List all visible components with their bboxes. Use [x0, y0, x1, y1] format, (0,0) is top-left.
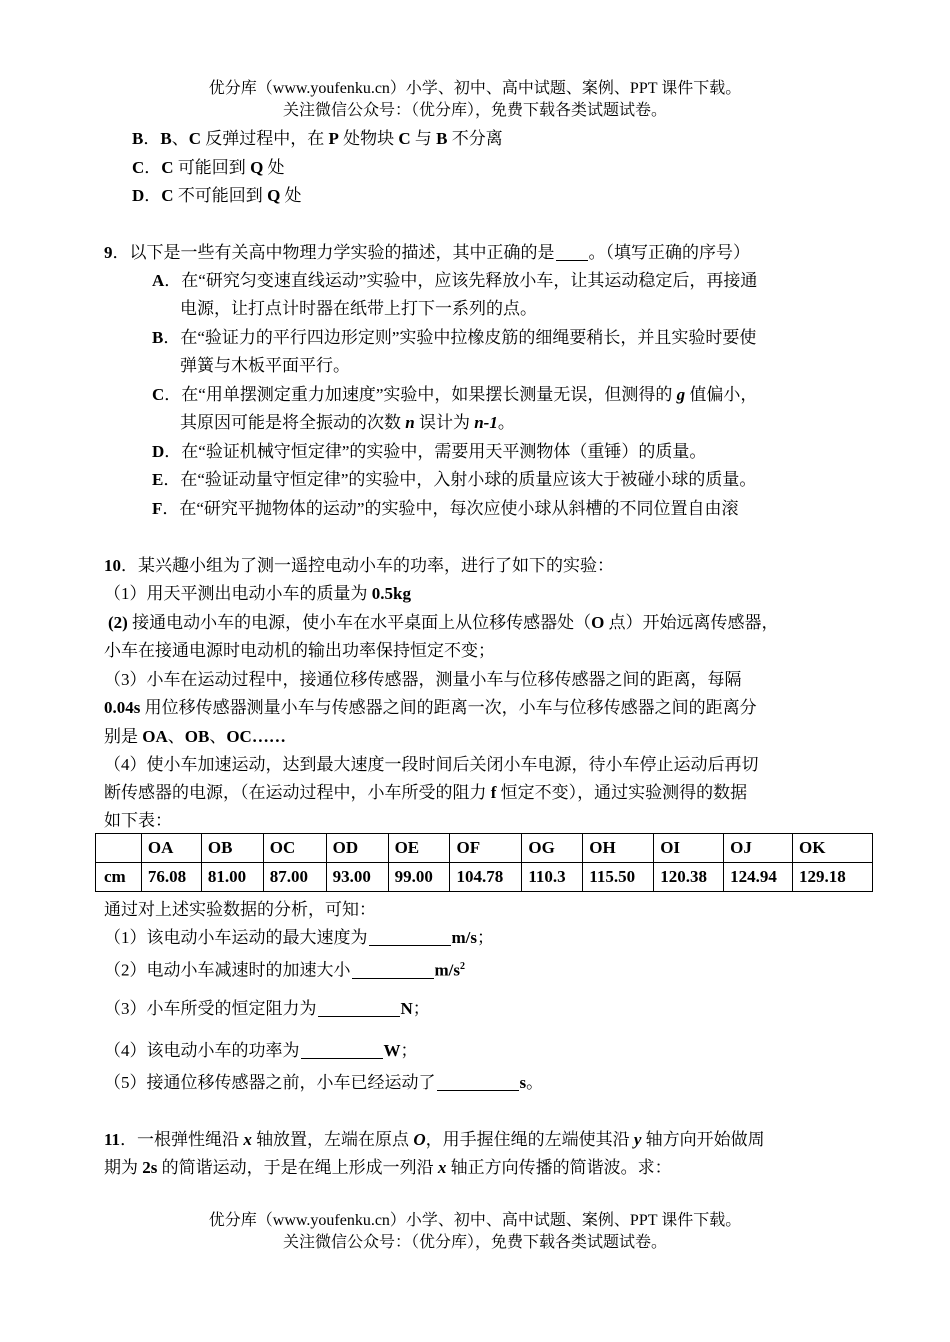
q8-option-d: D．C 不可能回到 Q 处 — [132, 186, 302, 205]
q11-line1: 11．一根弹性绳沿 x 轴放置，左端在原点 O，用手握住绳的左端使其沿 y 轴方向开始做周 — [104, 1130, 765, 1149]
q10-answer-4: （4）该电动小车的功率为 W； — [104, 1041, 418, 1060]
q10-answer-3: （3）小车所受的恒定阻力为 N； — [104, 999, 430, 1018]
table-header-cell: OB — [201, 834, 263, 863]
table-cell: 120.38 — [654, 863, 724, 892]
table-cell: 76.08 — [141, 863, 201, 892]
table-header-cell: OG — [522, 834, 583, 863]
q9-option-c-line2: 其原因可能是将全振动的次数 n 误计为 n-1。 — [180, 413, 515, 432]
q8-option-b: B．B、C 反弹过程中，在 P 处物块 C 与 B 不分离 — [132, 129, 503, 148]
answer-blank[interactable] — [318, 999, 400, 1017]
table-cell: 110.3 — [522, 863, 583, 892]
table-cell: 115.50 — [583, 863, 654, 892]
answer-blank[interactable] — [437, 1073, 519, 1091]
table-cell: 93.00 — [326, 863, 388, 892]
q9-option-b-line1: B．在“验证力的平行四边形定则”实验中拉橡皮筋的细绳要稍长，并且实验时要使 — [152, 328, 757, 347]
header-line-2: 关注微信公众号：（优分库），免费下载各类试题试卷。 — [282, 102, 667, 119]
q10-answer-5: （5）接通位移传感器之前，小车已经运动了 s。 — [104, 1073, 544, 1092]
answer-blank[interactable] — [352, 961, 434, 979]
q8-option-c: C．C 可能回到 Q 处 — [132, 158, 285, 177]
table-header-cell: OC — [263, 834, 326, 863]
q9-option-a-line2: 电源，让打点计时器在纸带上打下一系列的点。 — [180, 299, 537, 318]
footer-line-2: 关注微信公众号：（优分库），免费下载各类试题试卷。 — [282, 1234, 667, 1251]
table-cell: 81.00 — [201, 863, 263, 892]
q10-step-2-line1: (2) 接通电动小车的电源，使小车在水平桌面上从位移传感器处（O 点）开始远离传感器， — [108, 613, 779, 632]
q9-option-d: D．在“验证机械守恒定律”的实验中，需要用天平测物体（重锤）的质量。 — [152, 442, 707, 461]
table-header-cell: OF — [450, 834, 522, 863]
q9-option-e: E．在“验证动量守恒定律”的实验中，入射小球的质量应该大于被碰小球的质量。 — [152, 470, 757, 489]
q9-answer-blank[interactable] — [556, 243, 588, 261]
table-header-cell: OE — [388, 834, 450, 863]
table-cell: 129.18 — [793, 863, 873, 892]
table-header-cell: OH — [583, 834, 654, 863]
q9-option-c-line1: C．在“用单摆测定重力加速度”实验中，如果摆长测量无误，但测得的 g 值偏小， — [152, 385, 758, 404]
table-header-cell: OI — [654, 834, 724, 863]
table-header-row — [96, 834, 873, 863]
header-line-1: 优分库（www.youfenku.cn）小学、初中、高中试题、案例、PPT 课件下载。 — [208, 80, 742, 97]
q10-intro: 10．某兴趣小组为了测一遥控电动小车的功率，进行了如下的实验： — [104, 556, 614, 575]
q10-answer-1: （1）该电动小车运动的最大速度为 m/s； — [104, 928, 494, 947]
table-header-cell — [96, 834, 142, 863]
table-cell: 104.78 — [450, 863, 522, 892]
table-cell: 87.00 — [263, 863, 326, 892]
q11-line2: 期为 2s 的简谐运动，于是在绳上形成一列沿 x 轴正方向传播的简谐波。求： — [104, 1158, 672, 1177]
q9-option-f: F．在“研究平抛物体的运动”的实验中，每次应使小球从斜槽的不同位置自由滚 — [152, 499, 739, 518]
table-cell: 99.00 — [388, 863, 450, 892]
distance-data-table — [95, 833, 873, 892]
page-footer — [0, 1210, 950, 1254]
q10-analysis: 通过对上述实验数据的分析，可知： — [104, 900, 376, 919]
q10-step-1: （1）用天平测出电动小车的质量为 0.5kg — [104, 584, 411, 603]
table-header-cell: OD — [326, 834, 388, 863]
q10-step-4-line2: 断传感器的电源，（在运动过程中，小车所受的阻力 f 恒定不变），通过实验测得的数据 — [104, 783, 748, 802]
q10-answer-2: （2）电动小车减速时的加速大小 $m/s^2$ — [104, 960, 465, 980]
table-cell: 124.94 — [724, 863, 793, 892]
q9-option-b-line2: 弹簧与木板平面平行。 — [180, 356, 350, 375]
q10-step-3-line1: （3）小车在运动过程中，接通位移传感器，测量小车与位移传感器之间的距离，每隔 — [104, 670, 742, 689]
q10-step-4-line3: 如下表： — [104, 811, 172, 830]
footer-line-1: 优分库（www.youfenku.cn）小学、初中、高中试题、案例、PPT 课件下载。 — [208, 1212, 742, 1229]
table-header-cell: OJ — [724, 834, 793, 863]
q10-step-3-line2: 0.04s 用位移传感器测量小车与传感器之间的距离一次，小车与位移传感器之间的距离分 — [104, 698, 757, 717]
table-header-cell: OA — [141, 834, 201, 863]
table-cell: cm — [96, 863, 142, 892]
q9-option-a-line1: A．在“研究匀变速直线运动”实验中，应该先释放小车，让其运动稳定后，再接通 — [152, 271, 758, 290]
q10-step-4-line1: （4）使小车加速运动，达到最大速度一段时间后关闭小车电源，待小车停止运动后再切 — [104, 755, 759, 774]
answer-blank[interactable] — [301, 1041, 383, 1059]
page-header — [0, 78, 950, 122]
answer-blank[interactable] — [369, 928, 451, 946]
table-row — [96, 863, 873, 892]
q10-step-2-line2: 小车在接通电源时电动机的输出功率保持恒定不变； — [104, 641, 495, 660]
q9-stem: 9．以下是一些有关高中物理力学实验的描述，其中正确的是 。（填写正确的序号） — [104, 243, 750, 262]
table-header-cell: OK — [793, 834, 873, 863]
q10-step-3-line3: 别是 OA、OB、OC…… — [104, 727, 286, 746]
